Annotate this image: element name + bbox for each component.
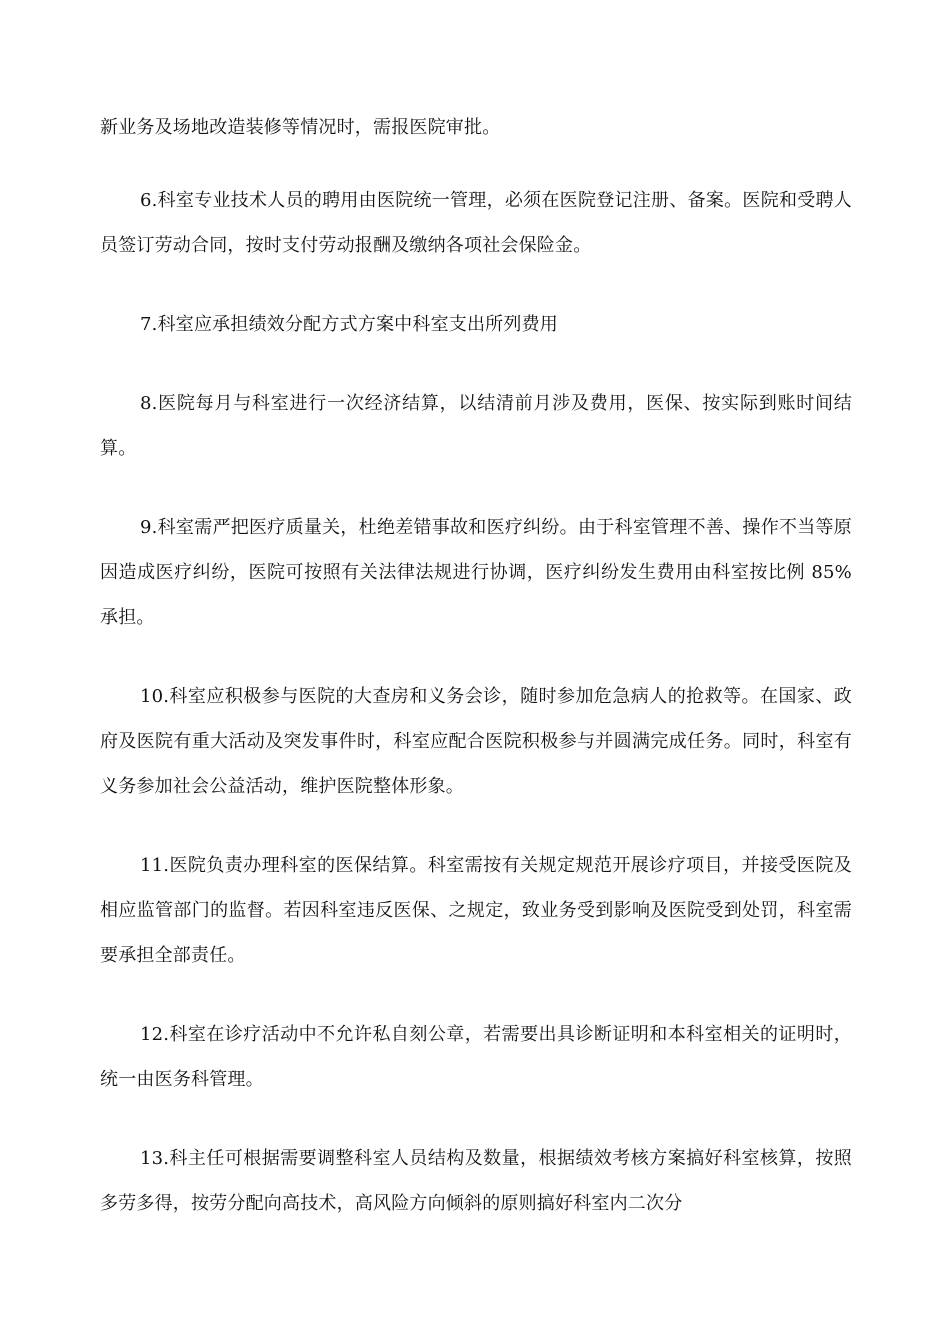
paragraph-continuation: 新业务及场地改造装修等情况时，需报医院审批。 <box>100 117 501 138</box>
paragraph-item-6: 6.科室专业技术人员的聘用由医院统一管理，必须在医院登记注册、备案。医院和受聘人员签订劳动合同，按时支付劳动报酬及缴纳各项社会保险金。 <box>100 190 852 256</box>
paragraph-item-9: 9.科室需严把医疗质量关，杜绝差错事故和医疗纠纷。由于科室管理不善、操作不当等原因造成医疗纠纷，医院可按照有关法律法规进行协调，医疗纠纷发生费用由科室按比例 85%承担。 <box>100 517 852 628</box>
paragraph-item-13: 13.科主任可根据需要调整科室人员结构及数量，根据绩效考核方案搞好科室核算，按照多劳多得，按劳分配向高技术，高风险方向倾斜的原则搞好科室内二次分 <box>100 1148 852 1214</box>
paragraph-item-11: 11.医院负责办理科室的医保结算。科室需按有关规定规范开展诊疗项目，并接受医院及相应监管部门的监督。若因科室违反医保、之规定，致业务受到影响及医院受到处罚，科室需要承担全部责任。 <box>100 855 852 966</box>
paragraph-item-12: 12.科室在诊疗活动中不允许私自刻公章，若需要出具诊断证明和本科室相关的证明时，统一由医务科管理。 <box>100 1024 852 1090</box>
paragraph-item-7: 7.科室应承担绩效分配方式方案中科室支出所列费用 <box>140 314 558 335</box>
paragraph-item-10: 10.科室应积极参与医院的大查房和义务会诊，随时参加危急病人的抢救等。在国家、政府及医院有重大活动及突发事件时，科室应配合医院积极参与并圆满完成任务。同时，科室有义务参加社会公益活动，维护医院整体形象。 <box>100 686 852 797</box>
paragraph-item-8: 8.医院每月与科室进行一次经济结算，以结清前月涉及费用，医保、按实际到账时间结算。 <box>100 393 852 459</box>
document-body <box>100 105 852 1260</box>
